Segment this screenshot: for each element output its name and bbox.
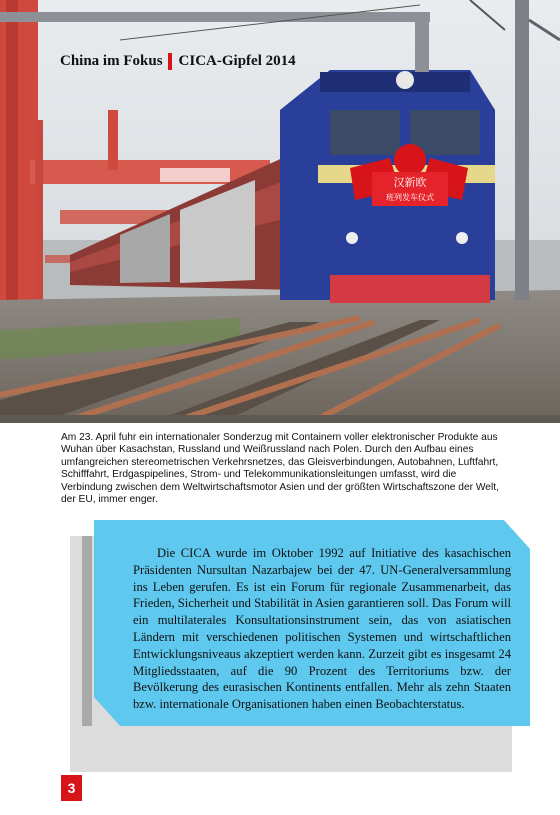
section-title: China im Fokus — [60, 53, 163, 69]
page-header — [60, 53, 296, 70]
page-number: 3 — [61, 775, 82, 801]
info-box-text: Die CICA wurde im Oktober 1992 auf Initiative des kasachischen Präsidenten Nursultan Nazarbajew bei der 47. UN-Generalversammlung ins Leben gerufen. Es ist ein Forum für regionale Zusammenarbeit, das Frieden, Sicherheit und Stabilität in Asien garantieren soll. Das Forum will ein multilaterales Konsultationsinstrument sein, das von asiatischen Ländern mit verschiedenen politischen Systemen und wirtschaftlichen Entwicklungsniveaus akzeptiert werden kann. Zurzeit gibt es insgesamt 24 Mitgliedsstaaten, auf die 90 Prozent des Territoriums bzw. der Bevölkerung des eurasischen Kontinents entfallen. Mehr als zehn Staaten bzw. internationale Organisationen haben einen Beobachterstatus. — [133, 546, 511, 712]
header-divider — [168, 53, 172, 70]
topic-title: CICA-Gipfel 2014 — [178, 53, 296, 69]
infobox-shadow-dark — [82, 536, 92, 726]
banner-title: 汉新欧 — [393, 176, 427, 189]
banner-subtitle: 班列发车仪式 — [386, 193, 434, 202]
photo-caption: Am 23. April fuhr ein internationaler Sonderzug mit Containern voller elektronischer Produkte aus Wuhan über Kasachstan, Russland und Weißrussland nach Polen. Durch den Aufbau eines umfangreichen stereometrischen Verkehrsnetzes, das Gleisverbindungen, Autobahnen, Luftfahrt, Schifffahrt, Erdgaspipelines, Strom- und Telekommunikationsleitungen umfasst, wird die Verbindung zwischen dem Weltwirtschaftsmotor Asien und der größten Wirtschaftszone der Welt, der EU, immer enger. — [61, 432, 499, 506]
